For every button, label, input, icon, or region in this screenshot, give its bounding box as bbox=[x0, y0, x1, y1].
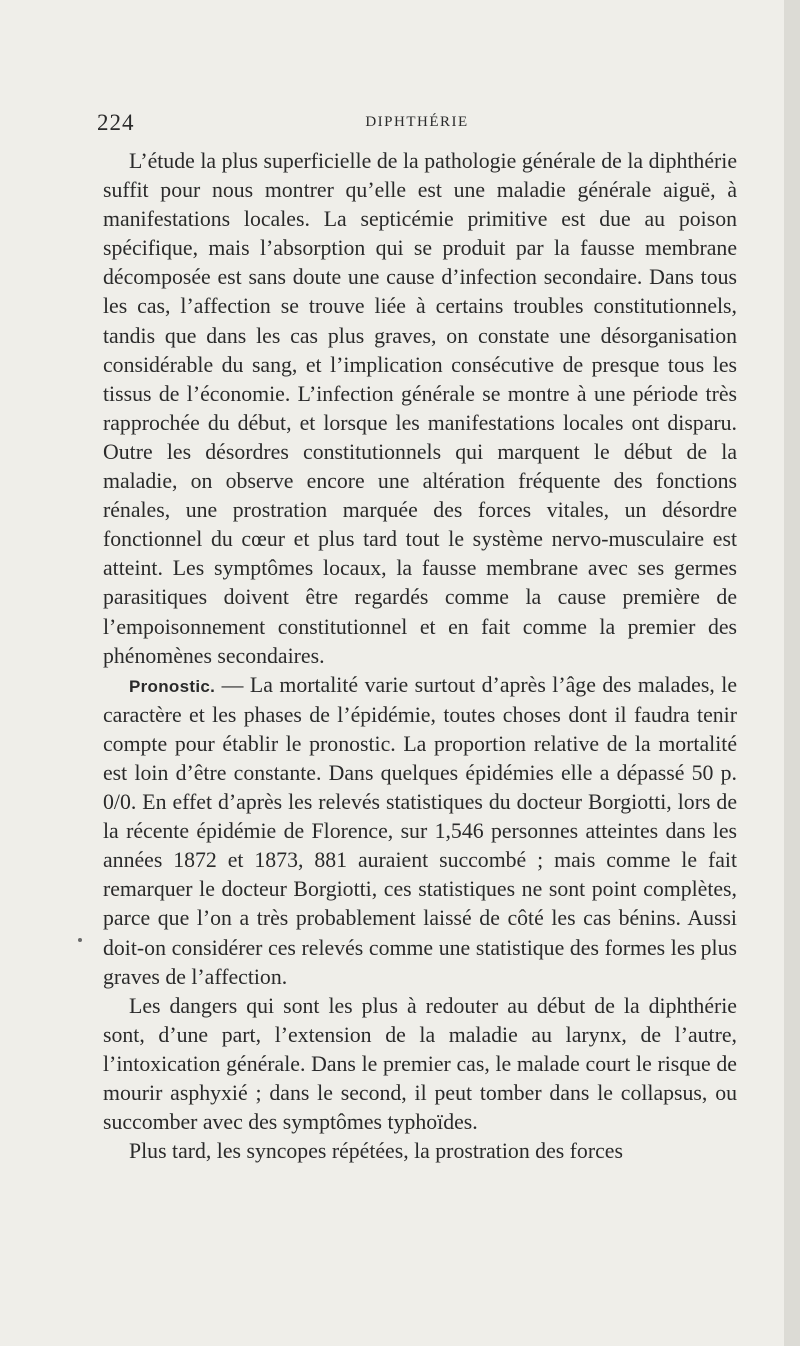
paragraph-prognosis bbox=[103, 671, 737, 992]
section-label-pronostic: Pronostic. bbox=[129, 676, 216, 696]
page-number: 224 bbox=[97, 110, 135, 135]
running-title: DIPHTHÉRIE bbox=[365, 114, 469, 130]
ink-speck bbox=[78, 938, 82, 942]
paragraph-pathology: L’étude la plus superficielle de la pathologie générale de la diphthérie suffit pour nous montrer qu’elle est une maladie générale aiguë, à manifestations locales. La septicémie primitive est due au poison spécifique, mais l’absorption qui se produit par la fausse membrane décomposée est sans doute une cause d’infection secondaire. Dans tous les cas, l’affection se trouve liée à certains troubles constitutionnels, tandis que dans les cas plus graves, on constate une désorganisation considérable du sang, et l’implication consécutive de presque tous les tissus de l’économie. L’infection générale se montre à une période très rapprochée du début, et lorsque les manifestations locales ont disparu. Outre les désordres constitutionnels qui marquent le début de la maladie, on observe encore une altération fréquente des fonctions rénales, une prostration marquée des forces vitales, un désordre fonctionnel du cœur et plus tard tout le système nervo-musculaire est atteint. Les symptômes locaux, la fausse membrane avec ses germes parasitiques doivent être regardés comme la cause première de l’empoisonnement constitutionnel et en fait comme la premier des phénomènes secondaires. bbox=[103, 149, 737, 668]
paragraph-prognosis-text: — La mortalité varie surtout d’après l’âge des malades, le caractère et les phases de l’épidémie, toutes choses dont il faudra tenir compte pour établir le pronostic. La proportion relative de la mortalité est loin d’être constante. Dans quelques épidémies elle a dépassé 50 p. 0/0. En effet d’après les relevés statistiques du docteur Borgiotti, lors de la récente épidémie de Florence, sur 1,546 personnes atteintes dans les années 1872 et 1873, 881 auraient succombé ; mais comme le fait remarquer le docteur Borgiotti, ces statistiques ne sont point complètes, parce que l’on a très probablement laissé de côté les cas bénins. Aussi doit-on considérer ces relevés comme une statistique des formes les plus graves de l’affection. bbox=[103, 672, 737, 989]
body-text bbox=[103, 147, 737, 1166]
paragraph-later: Plus tard, les syncopes répétées, la prostration des forces bbox=[129, 1139, 623, 1164]
paragraph-dangers: Les dangers qui sont les plus à redouter au début de la diphthérie sont, d’une part, l’extension de la maladie au larynx, de l’autre, l’intoxication générale. Dans le premier cas, le malade court le risque de mourir asphyxié ; dans le second, il peut tomber dans le collapsus, ou succomber avec des symptômes typhoïdes. bbox=[103, 993, 737, 1135]
page-header bbox=[97, 110, 737, 140]
page-gutter-shadow bbox=[784, 0, 800, 1346]
